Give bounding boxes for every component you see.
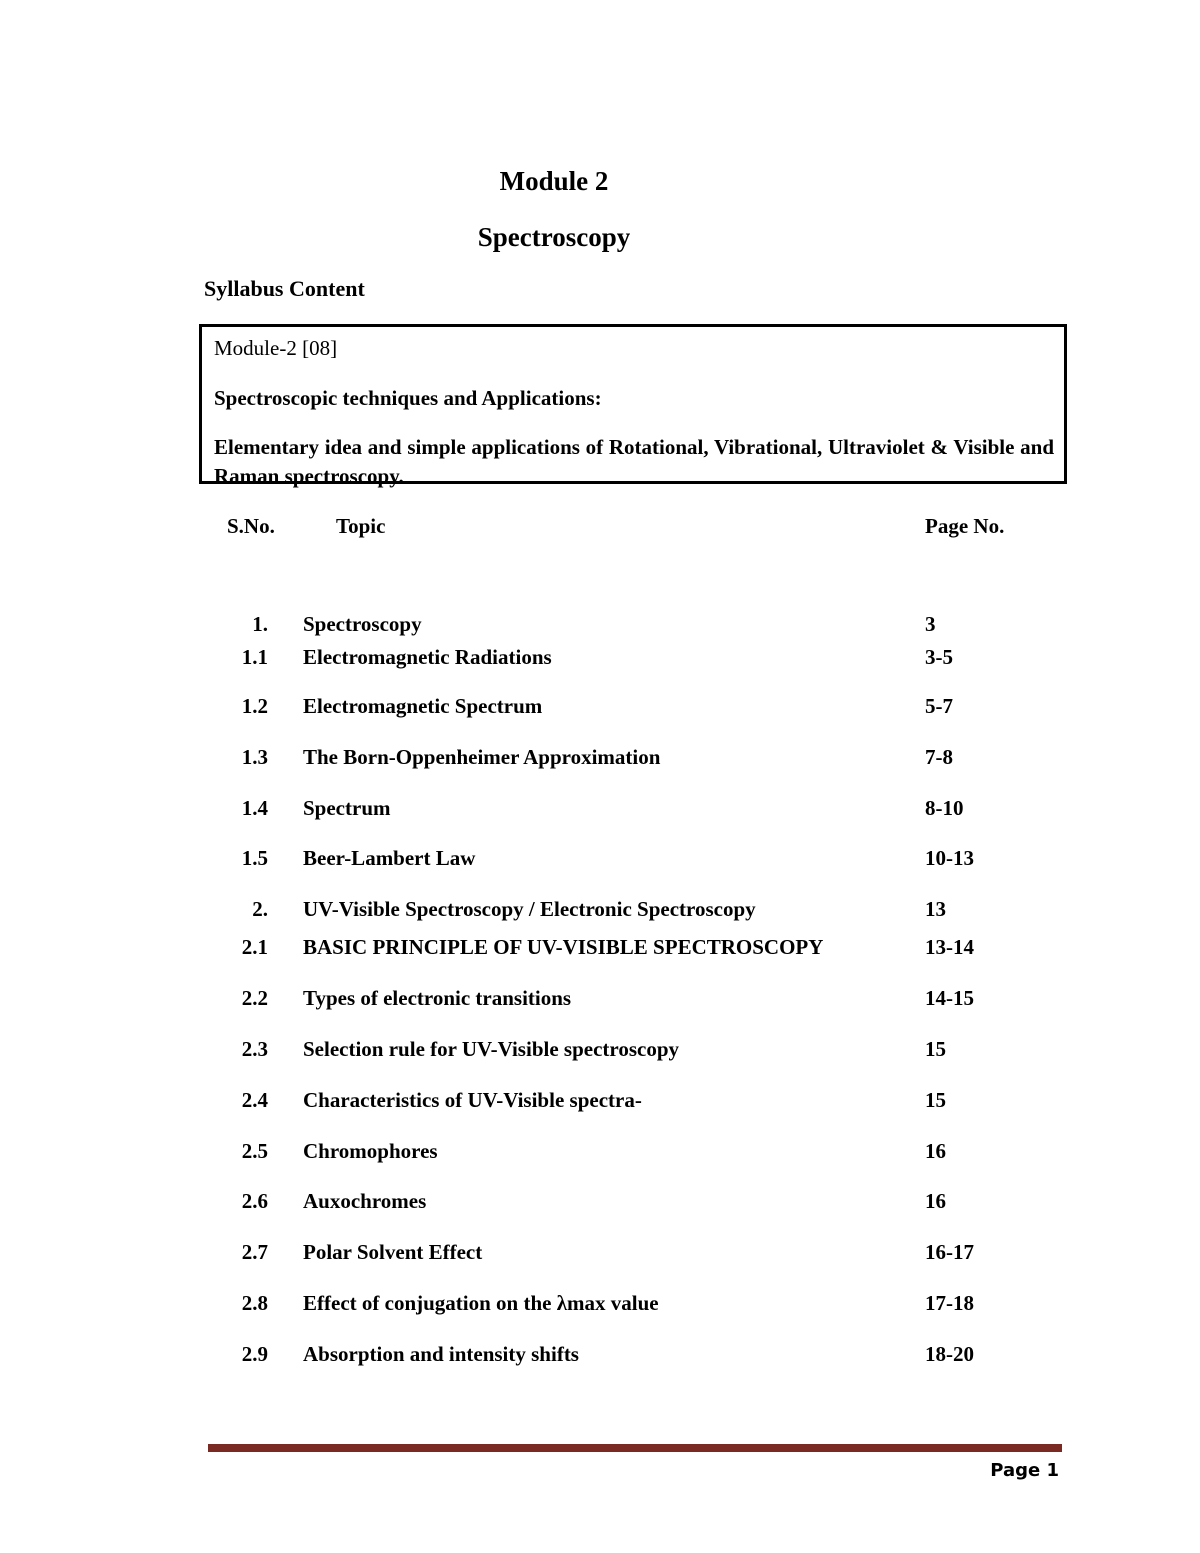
- toc-row-number: 2.8: [241, 1291, 268, 1315]
- toc-row-number: 1.2: [241, 694, 268, 718]
- toc-row-page: 10-13: [925, 846, 974, 870]
- toc-row-topic: Characteristics of UV-Visible spectra-: [303, 1088, 642, 1112]
- toc-row-page: 17-18: [925, 1291, 974, 1315]
- toc-row-page: 7-8: [925, 745, 953, 769]
- module-title: Module 2: [499, 166, 609, 196]
- toc-row-topic: Types of electronic transitions: [303, 986, 572, 1010]
- toc-header-sno: S.No.: [227, 514, 275, 538]
- toc-row-topic: Beer-Lambert Law: [303, 846, 476, 870]
- toc-row-page: 3-5: [925, 645, 953, 669]
- toc-row-topic: Absorption and intensity shifts: [303, 1342, 579, 1366]
- toc-row-topic: Electromagnetic Radiations: [303, 645, 552, 669]
- toc-row: [0, 1037, 1200, 1067]
- toc-row-number: 1.1: [241, 645, 268, 669]
- toc-row-page: 16-17: [925, 1240, 974, 1264]
- toc-row-topic: BASIC PRINCIPLE OF UV-VISIBLE SPECTROSCOPY: [303, 935, 824, 959]
- toc-row: [0, 1139, 1200, 1169]
- page-title: Spectroscopy: [477, 222, 631, 252]
- toc-row-number: 2.: [252, 897, 268, 921]
- toc-row: [0, 935, 1200, 965]
- toc-row-page: 15: [925, 1088, 946, 1112]
- toc-row-topic: Effect of conjugation on the λmax value: [303, 1291, 659, 1315]
- toc-row: [0, 612, 1200, 642]
- toc-row-page: 18-20: [925, 1342, 974, 1366]
- syllabus-heading: Syllabus Content: [204, 276, 365, 301]
- toc-row-page: 14-15: [925, 986, 974, 1010]
- toc-row-number: 2.1: [241, 935, 268, 959]
- toc-row-page: 5-7: [925, 694, 953, 718]
- toc-row-number: 1.3: [241, 745, 268, 769]
- syllabus-module-line: Module-2 [08]: [214, 336, 338, 360]
- toc-row-page: 16: [925, 1189, 946, 1213]
- toc-row-number: 2.9: [241, 1342, 268, 1366]
- toc-row-number: 2.7: [241, 1240, 268, 1264]
- toc-row-number: 2.6: [241, 1189, 268, 1213]
- toc-row: [0, 1088, 1200, 1118]
- toc-row-topic: Polar Solvent Effect: [303, 1240, 483, 1264]
- toc-row-number: 1.4: [241, 796, 268, 820]
- toc-row: [0, 986, 1200, 1016]
- toc-row: [0, 645, 1200, 675]
- toc-row-topic: UV-Visible Spectroscopy / Electronic Spectroscopy: [303, 897, 756, 921]
- toc-row-topic: Chromophores: [303, 1139, 438, 1163]
- toc-row: [0, 846, 1200, 876]
- toc-row-page: 15: [925, 1037, 946, 1061]
- syllabus-box: [199, 324, 1067, 488]
- footer-divider: [208, 1444, 1062, 1452]
- toc-row: [0, 745, 1200, 775]
- toc-row-number: 2.3: [241, 1037, 268, 1061]
- toc-header-topic: Topic: [336, 514, 386, 538]
- toc-header-page: Page No.: [925, 514, 1005, 538]
- toc-row: [0, 1240, 1200, 1270]
- toc-row-page: 13: [925, 897, 946, 921]
- toc-row-topic: Spectrum: [303, 796, 391, 820]
- syllabus-description: Elementary idea and simple applications of Rotational, Vibrational, Ultraviolet & Visible and Raman spectroscopy.: [214, 435, 1054, 488]
- toc-row-number: 2.5: [241, 1139, 268, 1163]
- toc-row-topic: Auxochromes: [303, 1189, 427, 1213]
- toc-row-number: 2.2: [241, 986, 268, 1010]
- toc-row-page: 16: [925, 1139, 946, 1163]
- toc-row: [0, 1189, 1200, 1219]
- toc-row-topic: Spectroscopy: [303, 612, 422, 636]
- toc-row-number: 2.4: [241, 1088, 268, 1112]
- toc-row-page: 3: [925, 612, 936, 636]
- toc-row-number: 1.5: [241, 846, 268, 870]
- toc-row: [0, 1291, 1200, 1321]
- page-number: Page 1: [990, 1460, 1059, 1481]
- toc-row-topic: Selection rule for UV-Visible spectroscopy: [303, 1037, 680, 1061]
- toc-row: [0, 1342, 1200, 1372]
- toc-row: [0, 694, 1200, 724]
- toc-row-page: 13-14: [925, 935, 974, 959]
- toc-row-topic: The Born-Oppenheimer Approximation: [303, 745, 661, 769]
- toc-row: [0, 796, 1200, 826]
- toc-row-topic: Electromagnetic Spectrum: [303, 694, 543, 718]
- toc-row: [0, 897, 1200, 927]
- toc-row-page: 8-10: [925, 796, 964, 820]
- toc-row-number: 1.: [252, 612, 268, 636]
- syllabus-techniques-line: Spectroscopic techniques and Applications:: [214, 386, 602, 410]
